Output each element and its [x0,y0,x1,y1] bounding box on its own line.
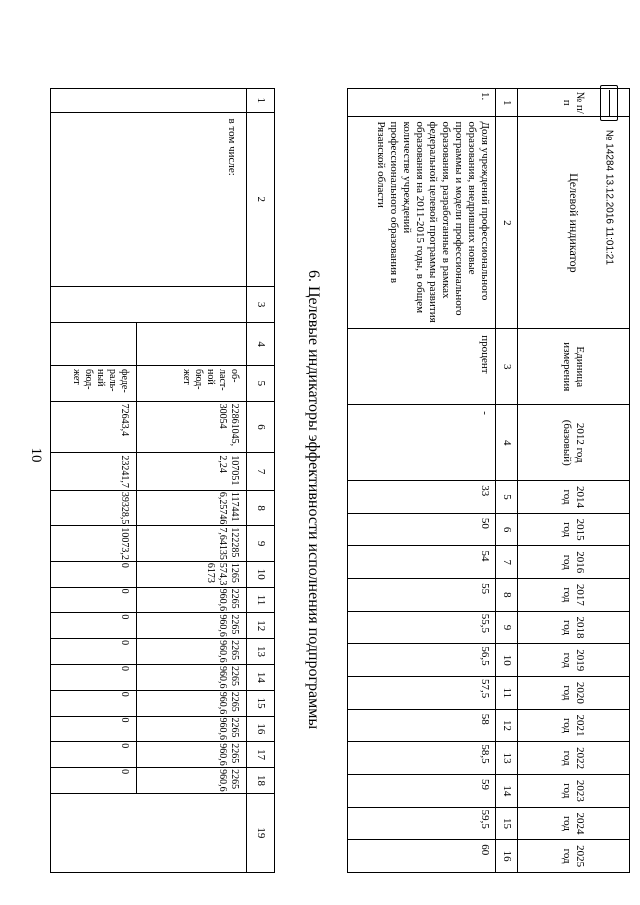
table-cell: 2265960,6 [137,768,247,794]
col-num: 2 [496,117,518,329]
col-num: 6 [496,513,518,546]
value-cell: 55 [348,579,496,612]
col-num: 11 [496,677,518,710]
col-num: 7 [247,453,275,491]
col-num: 4 [247,323,275,366]
col-num: 17 [247,742,275,768]
header-year: 2017 год [518,579,630,612]
table-cell: 72643,4 [51,401,137,453]
col-num: 9 [496,611,518,644]
table-cell: 0 [51,664,137,690]
col-num: 4 [496,405,518,481]
table-cell: 0 [51,716,137,742]
row-label: в том числе: [51,112,247,286]
indicators-table [347,88,630,873]
table-cell: 0 [51,587,137,613]
col-num: 1 [247,89,275,113]
doc-number: № 14284 [603,129,615,172]
col-num: 2 [247,112,275,286]
table-cell: 1070512,24 [137,453,247,491]
empty-cell [137,323,247,366]
value-cell: 60 [348,840,496,873]
value-cell: 57,5 [348,677,496,710]
indicator-text: Доля учреждений профессионального образования, внедривших новые программы и модели профессионального образования, разработанные в рамках федеральной целевой программы развития образования на 2011-2015 годы, в общем количестве учреждений профессионального образования в Рязанской области [348,117,496,329]
table-cell: 1222857,64135 [137,526,247,562]
unit-cell: процент [348,329,496,405]
col-num: 6 [247,401,275,453]
row-num-cell [51,89,247,113]
table-cell: 2265960,6 [137,613,247,639]
table-cell: 0 [51,768,137,794]
empty-cell [51,286,247,322]
value-cell: 58,5 [348,742,496,775]
table-cell: 22861045,30054 [137,401,247,453]
value-cell: 59 [348,775,496,808]
table-cell: 0 [51,561,137,587]
table-cell: 39328,5 [51,490,137,526]
col-num: 12 [496,709,518,742]
table-cell: 2265960,6 [137,587,247,613]
header-year: 2022 год [518,742,630,775]
col-num: 9 [247,526,275,562]
header-unit: Единица измерения [518,329,630,405]
funding-table [50,88,275,873]
header-year: 2020 год [518,677,630,710]
doc-datetime: 13.12.2016 11:01:21 [603,173,615,265]
table-cell: 2265960,6 [137,664,247,690]
table-cell: 1265574,36173 [137,561,247,587]
col-num: 10 [496,644,518,677]
col-num: 11 [247,587,275,613]
value-cell: 59,5 [348,807,496,840]
col-num: 16 [496,840,518,873]
table-cell: 0 [51,613,137,639]
table-row [348,89,496,873]
table-cell: 2265960,6 [137,690,247,716]
col-num: 8 [496,579,518,612]
col-num: 15 [247,690,275,716]
header-year: 2016 год [518,546,630,579]
empty-cell [51,323,137,366]
col-num: 15 [496,807,518,840]
col-num: 19 [247,793,275,872]
table-row [137,89,247,873]
header-year: 2019 год [518,644,630,677]
col-num: 3 [247,286,275,322]
value-cell: 50 [348,513,496,546]
table-cell: 2265960,6 [137,716,247,742]
table-cell: 10073,2 [51,526,137,562]
value-cell: 55,5 [348,611,496,644]
page-number: 10 [28,447,44,463]
col-num: 16 [247,716,275,742]
table-cell: 2265960,6 [137,639,247,665]
header-year: 2024 год [518,807,630,840]
section-title: 6. Целевые индикаторы эффективности исполнения подпрограммы [305,270,322,730]
table-cell: 2265960,6 [137,742,247,768]
row-num: 1. [348,89,496,117]
header-year: 2015 год [518,513,630,546]
header-year: 2012 год (базовый) [518,405,630,481]
value-cell: 56,5 [348,644,496,677]
col-num: 18 [247,768,275,794]
col-num: 14 [247,664,275,690]
header-year: 2025 год [518,840,630,873]
empty-cell [51,793,247,872]
budget-source: феде- раль- ный бюд- жет [51,366,137,402]
col-num: 10 [247,561,275,587]
col-num: 5 [247,366,275,402]
header-num: № п/п [518,89,630,117]
col-num: 3 [496,329,518,405]
col-num: 13 [247,639,275,665]
header-year: 2014 год [518,481,630,514]
header-year: 2023 год [518,775,630,808]
value-cell: 54 [348,546,496,579]
table-cell: 1174416,25746 [137,490,247,526]
table-cell: 0 [51,742,137,768]
budget-source: об- ласт- ной бюд- жет [137,366,247,402]
col-num: 8 [247,490,275,526]
header-indicator: Целевой индикатор [518,117,630,329]
column-number-row [496,89,518,873]
footer-registration [596,85,618,365]
column-number-row [247,89,275,873]
col-num: 1 [496,89,518,117]
registration-stamp-icon [600,85,618,121]
value-cell: 33 [348,481,496,514]
value-cell: - [348,405,496,481]
table-cell: 0 [51,690,137,716]
table-cell: 0 [51,639,137,665]
value-cell: 58 [348,709,496,742]
col-num: 7 [496,546,518,579]
col-num: 13 [496,742,518,775]
col-num: 5 [496,481,518,514]
table-cell: 23241,7 [51,453,137,491]
col-num: 14 [496,775,518,808]
header-year: 2018 год [518,611,630,644]
header-year: 2021 год [518,709,630,742]
col-num: 12 [247,613,275,639]
